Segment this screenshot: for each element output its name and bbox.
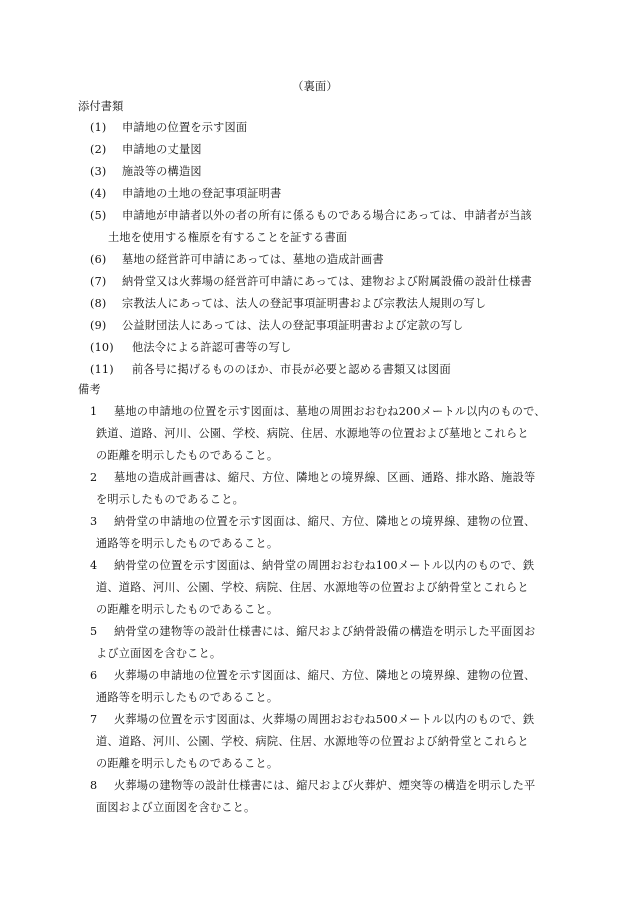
remark-text-continued: 面図および立面図を含むこと。	[96, 801, 256, 814]
remark-number: 7	[90, 713, 98, 726]
remark-item	[90, 711, 534, 729]
attachment-item	[90, 251, 384, 269]
attachment-item	[90, 119, 247, 137]
attachment-number: (7)	[90, 275, 107, 288]
attachment-text: 前各号に掲げるもののほか、市長が必要と認める書類又は図面	[132, 363, 451, 376]
attachment-item	[90, 207, 532, 225]
attachment-number: (1)	[90, 121, 107, 134]
attachment-number: (2)	[90, 143, 107, 156]
remark-item	[90, 513, 535, 531]
remark-item	[90, 469, 535, 487]
remarks-heading: 備考	[78, 383, 101, 396]
attachment-number: (4)	[90, 187, 107, 200]
attachment-text: 公益財団法人にあっては、法人の登記事項証明書および定款の写し	[122, 319, 464, 332]
remark-number: 3	[90, 515, 98, 528]
remark-item	[90, 777, 535, 795]
remark-item	[90, 557, 534, 575]
remark-text-continued: 道、道路、河川、公園、学校、病院、住居、水源地等の位置および納骨堂とこれらと	[96, 581, 529, 594]
attachment-item	[90, 273, 532, 291]
remark-text: 墓地の申請地の位置を示す図面は、墓地の周囲おおむね200メートル以内のもので、	[114, 405, 546, 418]
remark-number: 2	[90, 471, 98, 484]
remark-text: 火葬場の建物等の設計仕様書には、縮尺および火葬炉、煙突等の構造を明示した平	[114, 779, 536, 792]
attachment-number: (11)	[90, 363, 114, 376]
page-title: （裏面）	[292, 80, 338, 93]
attachment-text: 他法令による許認可書等の写し	[132, 341, 292, 354]
attachments-heading: 添付書類	[78, 100, 124, 113]
remark-text-continued: の距離を明示したものであること。	[96, 757, 279, 770]
attachment-item	[90, 163, 202, 181]
attachment-text: 申請地の土地の登記事項証明書	[122, 187, 282, 200]
remark-text: 納骨堂の位置を示す図面は、納骨堂の周囲おおむね100メートル以内のもので、鉄	[114, 559, 535, 572]
remark-text: 火葬場の申請地の位置を示す図面は、縮尺、方位、隣地との境界線、建物の位置、	[114, 669, 536, 682]
attachment-item	[90, 361, 451, 379]
attachment-text-continued: 土地を使用する権原を有することを証する書面	[108, 231, 348, 244]
remark-text: 火葬場の位置を示す図面は、火葬場の周囲おおむね500メートル以内のもので、鉄	[114, 713, 535, 726]
remark-item	[90, 403, 546, 421]
remark-text-continued: 通路等を明示したものであること。	[96, 691, 279, 704]
attachment-text: 施設等の構造図	[122, 165, 202, 178]
remark-item	[90, 667, 535, 685]
remark-text-continued: の距離を明示したものであること。	[96, 603, 279, 616]
remark-text-continued: よび立面図を含むこと。	[96, 647, 222, 660]
remark-text: 墓地の造成計画書は、縮尺、方位、隣地との境界線、区画、通路、排水路、施設等	[114, 471, 536, 484]
remark-number: 6	[90, 669, 98, 682]
remark-text-continued: 鉄道、道路、河川、公園、学校、病院、住居、水源地等の位置および墓地とこれらと	[96, 427, 529, 440]
attachment-number: (3)	[90, 165, 107, 178]
attachment-item	[90, 141, 202, 159]
attachment-text: 宗教法人にあっては、法人の登記事項証明書および宗教法人規則の写し	[122, 297, 487, 310]
remark-text-continued: 通路等を明示したものであること。	[96, 537, 279, 550]
attachment-item	[90, 317, 464, 335]
remark-text: 納骨堂の申請地の位置を示す図面は、縮尺、方位、隣地との境界線、建物の位置、	[114, 515, 536, 528]
remark-text-continued: を明示したものであること。	[96, 493, 245, 506]
remark-text-continued: 道、道路、河川、公園、学校、病院、住居、水源地等の位置および納骨堂とこれらと	[96, 735, 529, 748]
attachment-item	[90, 185, 281, 203]
attachment-item	[90, 339, 291, 357]
remark-number: 8	[90, 779, 98, 792]
attachment-text: 申請地の位置を示す図面	[122, 121, 248, 134]
attachment-text: 納骨堂又は火葬場の経営許可申請にあっては、建物および附属設備の設計仕様書	[122, 275, 532, 288]
remark-text-continued: の距離を明示したものであること。	[96, 449, 279, 462]
attachment-text: 墓地の経営許可申請にあっては、墓地の造成計画書	[122, 253, 384, 266]
remark-item	[90, 623, 535, 641]
remark-number: 4	[90, 559, 98, 572]
attachment-number: (6)	[90, 253, 107, 266]
attachment-item	[90, 295, 486, 313]
remark-text: 納骨堂の建物等の設計仕様書には、縮尺および納骨設備の構造を明示した平面図お	[114, 625, 536, 638]
attachment-number: (10)	[90, 341, 114, 354]
attachment-number: (8)	[90, 297, 107, 310]
attachment-number: (5)	[90, 209, 107, 222]
attachment-text: 申請地が申請者以外の者の所有に係るものである場合にあっては、申請者が当該	[122, 209, 532, 222]
attachment-number: (9)	[90, 319, 107, 332]
remark-number: 1	[90, 405, 98, 418]
remark-number: 5	[90, 625, 98, 638]
attachment-text: 申請地の丈量図	[122, 143, 202, 156]
